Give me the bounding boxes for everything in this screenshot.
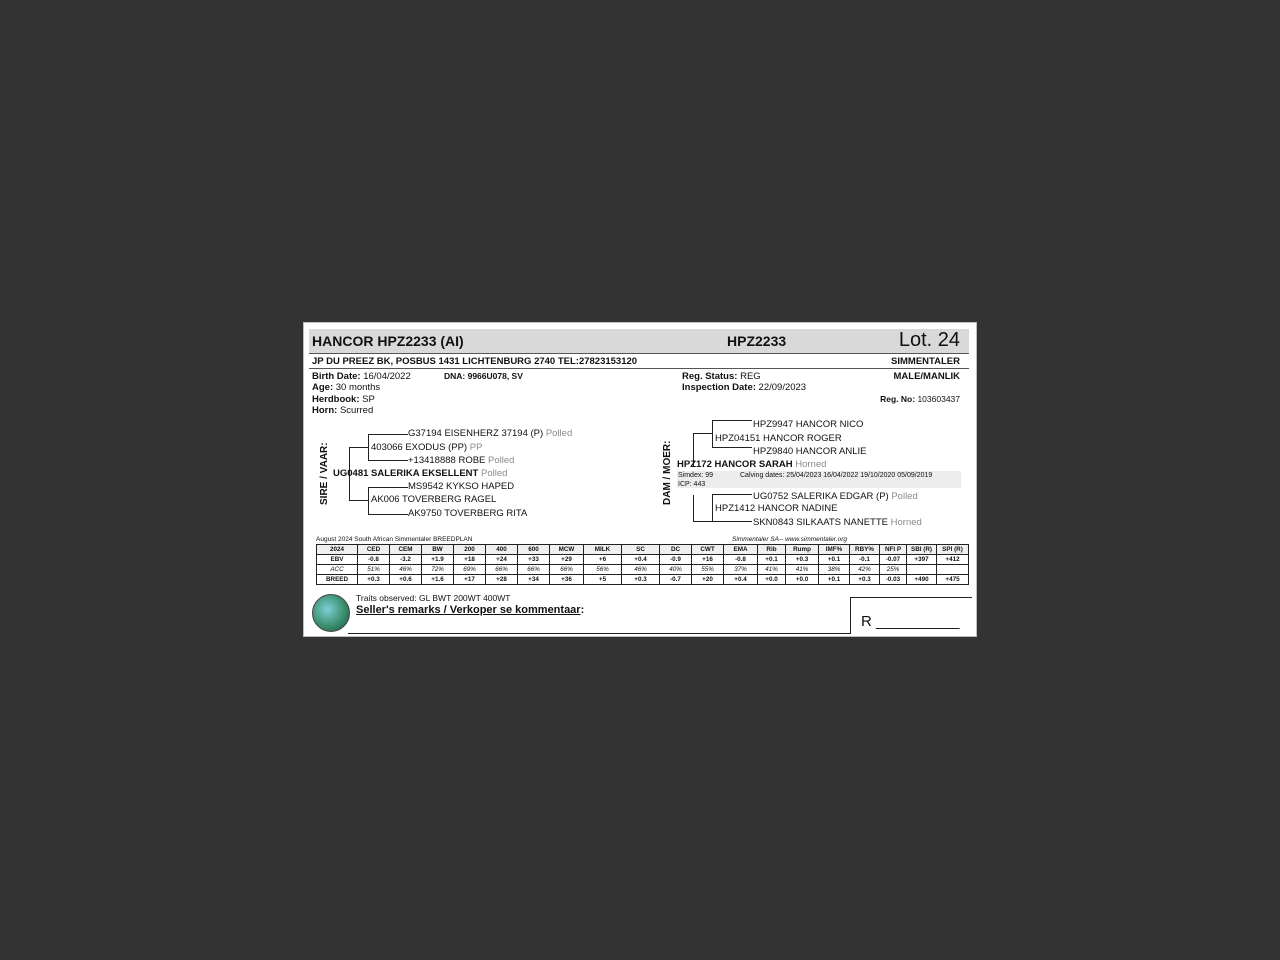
traits-observed: Traits observed: GL BWT 200WT 400WT <box>356 593 511 603</box>
ebv-header-row <box>317 545 969 555</box>
reg-status: Reg. Status: REG <box>682 371 761 382</box>
simmentaler-logo <box>312 594 350 632</box>
owner-divider <box>309 368 969 369</box>
ebv-cell: +17 <box>454 575 486 585</box>
ebv-cell: -0.1 <box>850 555 880 565</box>
ebv-cell: +28 <box>486 575 518 585</box>
ebv-cell: 46% <box>622 565 660 575</box>
dam-icp: ICP: 443 <box>678 481 706 488</box>
ebv-cell: 66% <box>486 565 518 575</box>
herdbook: Herdbook: SP <box>312 394 375 405</box>
ebv-cell: +412 <box>937 555 969 565</box>
ebv-cell: +5 <box>584 575 622 585</box>
ebv-cell: +0.1 <box>819 555 850 565</box>
ebv-cell: +29 <box>550 555 584 565</box>
ebv-row <box>317 555 969 565</box>
ebv-cell: 72% <box>422 565 454 575</box>
ebv-header-cell: EMA <box>724 545 758 555</box>
ebv-cell: +0.3 <box>358 575 390 585</box>
ebv-header-cell: MCW <box>550 545 584 555</box>
ebv-header-cell: RBY% <box>850 545 880 555</box>
ebv-cell: +20 <box>692 575 724 585</box>
ebv-cell: 55% <box>692 565 724 575</box>
ebv-cell: 51% <box>358 565 390 575</box>
horn-status: Horn: Scurred <box>312 405 374 416</box>
ebv-cell: 66% <box>518 565 550 575</box>
dam-dam-dam: SKN0843 SILKAATS NANETTE Horned <box>753 517 922 528</box>
dam: HPZ172 HANCOR SARAH Horned <box>677 459 827 470</box>
ebv-cell: 41% <box>758 565 786 575</box>
ebv-cell: +1.9 <box>422 555 454 565</box>
breed-row <box>317 575 969 585</box>
ebv-cell: 41% <box>786 565 819 575</box>
dam-simdex: Simdex: 99 <box>678 472 714 479</box>
ebv-header-cell: CWT <box>692 545 724 555</box>
sire-dam-sire: MS9542 KYKSO HAPED <box>408 481 515 492</box>
dam-sire-dam: HPZ9840 HANCOR ANLIE <box>753 446 867 457</box>
sire-side-label: SIRE / VAAR: <box>319 442 330 505</box>
ebv-cell: -0.8 <box>358 555 390 565</box>
ebv-cell: -3.2 <box>390 555 422 565</box>
ebv-cell: +18 <box>454 555 486 565</box>
ebv-cell: +0.3 <box>850 575 880 585</box>
ebv-header-cell: 200 <box>454 545 486 555</box>
ebv-cell: 69% <box>454 565 486 575</box>
sire-sire-dam: +13418888 ROBE Polled <box>408 455 515 466</box>
sire-sire: 403066 EXODUS (PP) PP <box>371 442 483 453</box>
ebv-header-cell: 2024 <box>317 545 358 555</box>
ebv-header-cell: SC <box>622 545 660 555</box>
owner-info: JP DU PREEZ BK, POSBUS 1431 LICHTENBURG 2740 TEL:27823153120 <box>312 356 638 367</box>
ebv-table <box>316 544 969 585</box>
seller-remarks: Seller's remarks / Verkoper se kommentaar: <box>356 604 585 616</box>
reg-number: Reg. No: 103603437 <box>880 394 960 404</box>
ebv-header-cell: NFI P <box>880 545 907 555</box>
birth-date: Birth Date: 16/04/2022 <box>312 371 411 382</box>
ebv-cell <box>907 565 937 575</box>
ebv-header-cell: DC <box>660 545 692 555</box>
ebv-cell: +0.4 <box>622 555 660 565</box>
lot-number: Lot. 24 <box>898 329 960 351</box>
ebv-header-cell: 400 <box>486 545 518 555</box>
sire-sire-sire: G37194 EISENHERZ 37194 (P) Polled <box>408 428 573 439</box>
ebv-cell: 25% <box>880 565 907 575</box>
dam-dam: HPZ1412 HANCOR NADINE <box>715 503 838 514</box>
ebv-cell: +0.3 <box>786 555 819 565</box>
ebv-cell: +24 <box>486 555 518 565</box>
ebv-cell: -0.8 <box>724 555 758 565</box>
ebv-cell: +1.6 <box>422 575 454 585</box>
dam-dam-sire: UG0752 SALERIKA EDGAR (P) Polled <box>753 491 918 502</box>
dam-side-label: DAM / MOER: <box>662 440 673 505</box>
ebv-cell: -0.9 <box>660 555 692 565</box>
ebv-cell: +0.6 <box>390 575 422 585</box>
breed-name: SIMMENTALER <box>891 356 960 367</box>
sire: UG0481 SALERIKA EKSELLENT Polled <box>333 468 508 479</box>
ebv-cell: BREED <box>317 575 358 585</box>
ebv-cell: 37% <box>724 565 758 575</box>
ebv-cell: 42% <box>850 565 880 575</box>
animal-title: HANCOR HPZ2233 (AI) <box>312 333 464 349</box>
ebv-header-cell: Rump <box>786 545 819 555</box>
ebv-cell: 40% <box>660 565 692 575</box>
ebv-cell: ACC <box>317 565 358 575</box>
ebv-header-cell: SBI (R) <box>907 545 937 555</box>
ebv-header-cell: CED <box>358 545 390 555</box>
age: Age: 30 months <box>312 382 381 393</box>
ebv-cell: EBV <box>317 555 358 565</box>
ebv-cell: +0.0 <box>758 575 786 585</box>
inspection-date: Inspection Date: 22/09/2023 <box>682 382 807 393</box>
ebv-cell: +397 <box>907 555 937 565</box>
ebv-cell: +34 <box>518 575 550 585</box>
header-divider <box>309 353 969 354</box>
ebv-cell: 38% <box>819 565 850 575</box>
dam-calving-dates: Calving dates: 25/04/2023 16/04/2022 19/10/2020 05/09/2019 <box>740 472 933 479</box>
animal-code: HPZ2233 <box>727 333 787 349</box>
ebv-cell: -0.7 <box>660 575 692 585</box>
ebv-cell: +475 <box>937 575 969 585</box>
breedplan-caption: August 2024 South African Simmentaler BREEDPLAN <box>316 536 473 543</box>
dam-branch <box>693 433 694 461</box>
sex: MALE/MANLIK <box>893 371 960 382</box>
ebv-cell: -0.07 <box>880 555 907 565</box>
ebv-header-cell: MILK <box>584 545 622 555</box>
ebv-header-cell: CEM <box>390 545 422 555</box>
ebv-cell: +16 <box>692 555 724 565</box>
ebv-cell: +0.3 <box>622 575 660 585</box>
ebv-header-cell: IMF% <box>819 545 850 555</box>
dam-sire-sire: HPZ9947 HANCOR NICO <box>753 419 864 430</box>
breedplan-source: Simmentaler SA-- www.simmentaler.org <box>732 536 847 543</box>
ebv-cell: 66% <box>550 565 584 575</box>
ebv-cell: +36 <box>550 575 584 585</box>
dam-sire: HPZ04151 HANCOR ROGER <box>715 433 842 444</box>
price-field[interactable]: R __________ <box>861 613 960 630</box>
ebv-cell: +0.0 <box>786 575 819 585</box>
ebv-cell: 56% <box>584 565 622 575</box>
sire-dam: AK006 TOVERBERG RAGEL <box>371 494 497 505</box>
ebv-cell: 46% <box>390 565 422 575</box>
dna-info: DNA: 9966U078, SV <box>444 371 523 381</box>
ebv-cell: +33 <box>518 555 550 565</box>
ebv-cell: -0.03 <box>880 575 907 585</box>
ebv-cell: +6 <box>584 555 622 565</box>
ebv-cell <box>937 565 969 575</box>
ebv-cell: +0.1 <box>819 575 850 585</box>
ebv-header-cell: SPI (R) <box>937 545 969 555</box>
acc-row <box>317 565 969 575</box>
ebv-cell: +0.1 <box>758 555 786 565</box>
ebv-cell: +490 <box>907 575 937 585</box>
ebv-header-cell: BW <box>422 545 454 555</box>
lot-card <box>303 322 977 637</box>
ebv-header-cell: 600 <box>518 545 550 555</box>
ebv-cell: +0.4 <box>724 575 758 585</box>
sire-dam-dam: AK9750 TOVERBERG RITA <box>408 508 528 519</box>
ebv-header-cell: Rib <box>758 545 786 555</box>
